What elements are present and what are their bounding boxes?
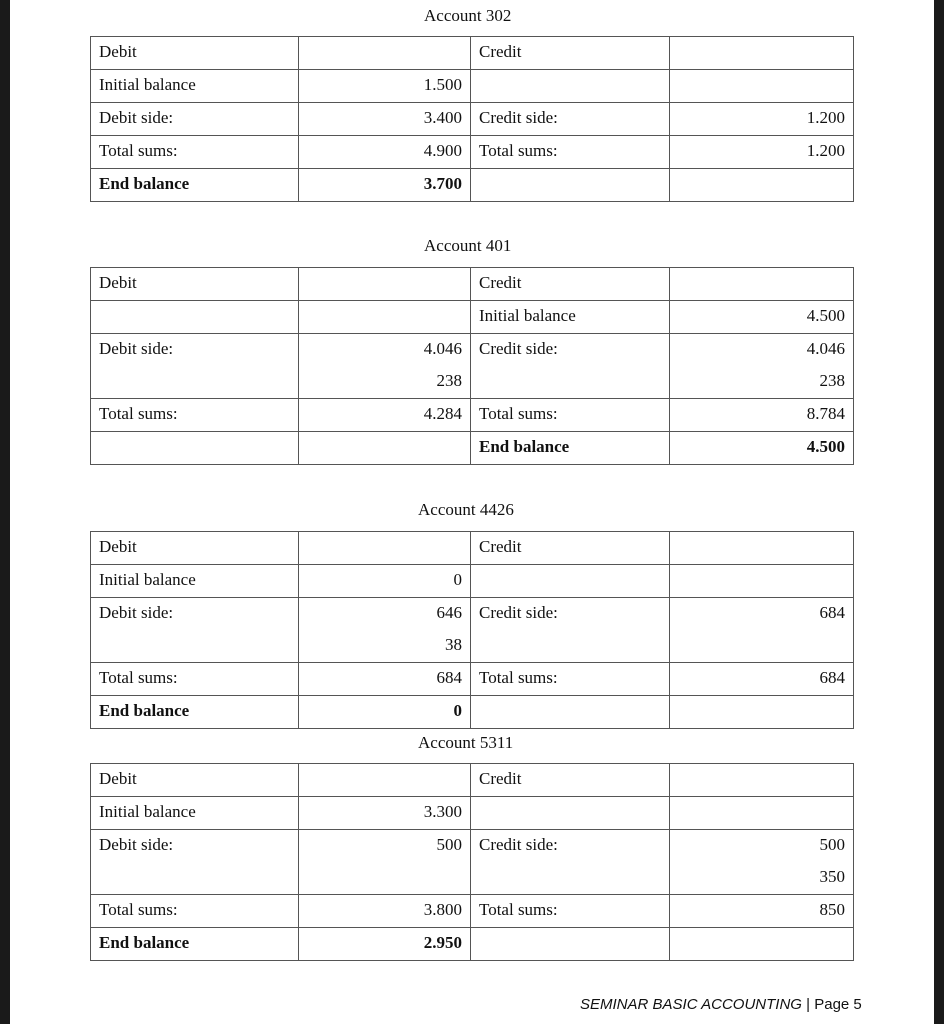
row-label (471, 169, 670, 202)
table-cell (299, 764, 471, 797)
debit-value: 3.800 (299, 895, 471, 928)
credit-value: 8.784 (670, 399, 854, 432)
credit-value (670, 797, 854, 830)
ledger-table-5311 (90, 763, 854, 961)
row-label: Total sums: (471, 663, 670, 696)
row-label (471, 928, 670, 961)
credit-value: 1.200 (670, 136, 854, 169)
credit-value: 4.500 (670, 301, 854, 334)
credit-value: 850 (670, 895, 854, 928)
row-label (471, 630, 670, 663)
ledger-table-4426 (90, 531, 854, 729)
row-label (91, 630, 299, 663)
table-cell (670, 268, 854, 301)
row-label (471, 565, 670, 598)
debit-value: 38 (299, 630, 471, 663)
debit-value: 500 (299, 830, 471, 863)
row-label: Debit side: (91, 103, 299, 136)
credit-value: 238 (670, 366, 854, 399)
table-row (91, 366, 854, 399)
row-label (91, 862, 299, 895)
end-balance-value: 4.500 (670, 432, 854, 465)
table-cell (299, 37, 471, 70)
row-label: Initial balance (91, 797, 299, 830)
row-label: Credit side: (471, 830, 670, 863)
debit-value (299, 862, 471, 895)
credit-value (670, 928, 854, 961)
account-title: Account 302 (424, 6, 512, 25)
row-label (91, 301, 299, 334)
row-label: Total sums: (91, 663, 299, 696)
ledger-table-302 (90, 36, 854, 202)
table-row (91, 663, 854, 696)
page-number: Page 5 (814, 996, 862, 1013)
row-label: Credit side: (471, 334, 670, 367)
debit-value: 4.046 (299, 334, 471, 367)
credit-value (670, 696, 854, 729)
debit-value: 0 (299, 565, 471, 598)
credit-value: 1.200 (670, 103, 854, 136)
credit-value: 500 (670, 830, 854, 863)
table-row (91, 301, 854, 334)
end-balance-label: End balance (91, 928, 299, 961)
table-row (91, 830, 854, 863)
table-row (91, 399, 854, 432)
debit-header: Debit (91, 532, 299, 565)
debit-header: Debit (91, 37, 299, 70)
table-row (91, 696, 854, 729)
table-cell (299, 532, 471, 565)
table-cell (670, 532, 854, 565)
row-label: Debit side: (91, 830, 299, 863)
row-label: Total sums: (471, 399, 670, 432)
table-row (91, 432, 854, 465)
end-balance-label: End balance (91, 169, 299, 202)
debit-value: 1.500 (299, 70, 471, 103)
credit-value (670, 169, 854, 202)
table-cell (670, 37, 854, 70)
table-row (91, 895, 854, 928)
credit-header: Credit (471, 37, 670, 70)
credit-value: 350 (670, 862, 854, 895)
row-label: Initial balance (471, 301, 670, 334)
table-row (91, 136, 854, 169)
row-label: Total sums: (91, 136, 299, 169)
debit-value: 3.300 (299, 797, 471, 830)
credit-header: Credit (471, 268, 670, 301)
table-row (91, 169, 854, 202)
row-label (471, 696, 670, 729)
credit-value: 684 (670, 663, 854, 696)
debit-value: 4.900 (299, 136, 471, 169)
debit-header: Debit (91, 268, 299, 301)
table-row (91, 70, 854, 103)
debit-value (299, 432, 471, 465)
row-label (471, 797, 670, 830)
table-row (91, 928, 854, 961)
end-balance-value: 0 (299, 696, 471, 729)
debit-value: 4.284 (299, 399, 471, 432)
row-label: Total sums: (91, 399, 299, 432)
row-label: Initial balance (91, 70, 299, 103)
credit-header: Credit (471, 532, 670, 565)
row-label: Initial balance (91, 565, 299, 598)
credit-value (670, 70, 854, 103)
row-label: Total sums: (471, 895, 670, 928)
table-row (91, 630, 854, 663)
row-label: Debit side: (91, 598, 299, 631)
table-row (91, 797, 854, 830)
account-title: Account 5311 (418, 733, 514, 752)
row-label (471, 862, 670, 895)
debit-value (299, 301, 471, 334)
table-row (91, 532, 854, 565)
credit-value (670, 565, 854, 598)
debit-value: 3.400 (299, 103, 471, 136)
credit-value: 4.046 (670, 334, 854, 367)
table-cell (299, 268, 471, 301)
account-title: Account 401 (424, 236, 512, 255)
end-balance-value: 3.700 (299, 169, 471, 202)
row-label (91, 366, 299, 399)
row-label: Credit side: (471, 103, 670, 136)
debit-value: 646 (299, 598, 471, 631)
account-title: Account 4426 (418, 500, 514, 519)
row-label (471, 366, 670, 399)
row-label: Total sums: (471, 136, 670, 169)
credit-header: Credit (471, 764, 670, 797)
debit-value: 238 (299, 366, 471, 399)
row-label (471, 70, 670, 103)
table-row (91, 862, 854, 895)
document-page (10, 0, 934, 1024)
table-row (91, 565, 854, 598)
table-row (91, 37, 854, 70)
table-cell (670, 764, 854, 797)
table-row (91, 598, 854, 631)
row-label (91, 432, 299, 465)
debit-value: 684 (299, 663, 471, 696)
row-label: Credit side: (471, 598, 670, 631)
footer-separator: | (806, 996, 811, 1013)
row-label: Debit side: (91, 334, 299, 367)
end-balance-label: End balance (471, 432, 670, 465)
footer-title: SEMINAR BASIC ACCOUNTING (580, 996, 802, 1013)
credit-value: 684 (670, 598, 854, 631)
credit-value (670, 630, 854, 663)
row-label: Total sums: (91, 895, 299, 928)
table-row (91, 334, 854, 367)
table-row (91, 764, 854, 797)
ledger-table-401 (90, 267, 854, 465)
table-row (91, 268, 854, 301)
page-footer (580, 996, 862, 1013)
debit-header: Debit (91, 764, 299, 797)
end-balance-value: 2.950 (299, 928, 471, 961)
table-row (91, 103, 854, 136)
end-balance-label: End balance (91, 696, 299, 729)
